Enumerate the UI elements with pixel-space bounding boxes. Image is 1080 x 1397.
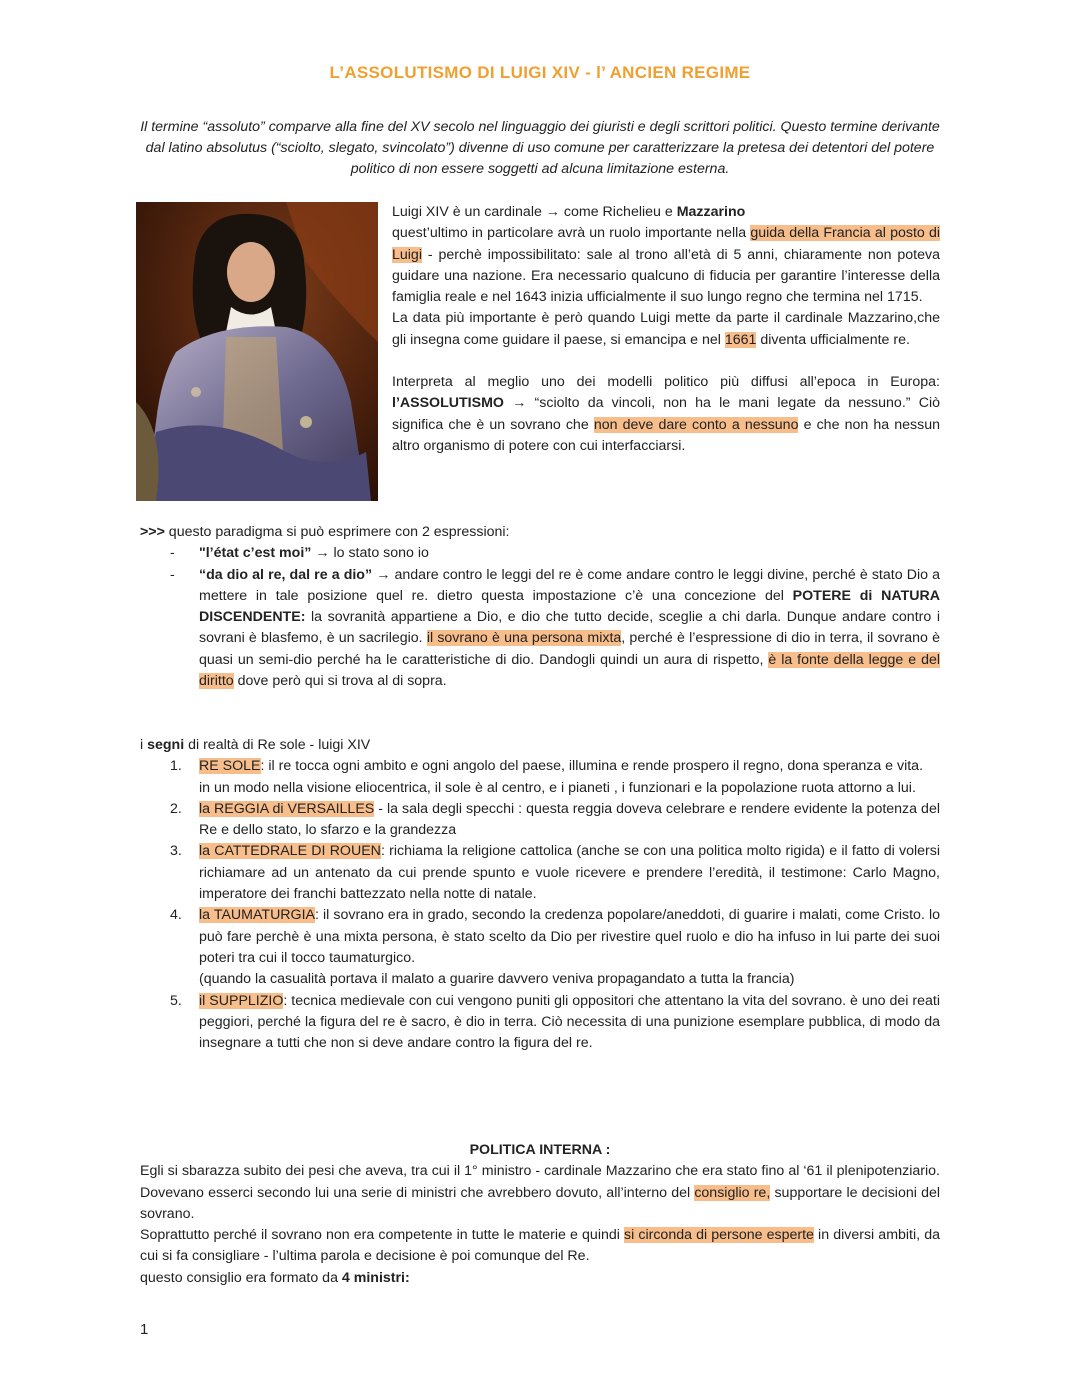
signs-lead-text: di realtà di Re sole - luigi XIV bbox=[184, 737, 371, 753]
list-item bbox=[140, 565, 940, 693]
highlight: il sovrano è una persona mixta bbox=[426, 630, 622, 647]
internal-text: Soprattutto perché il sovrano non era competente in tutte le materie e quindi bbox=[140, 1227, 625, 1244]
list-item bbox=[140, 841, 940, 905]
internal-paragraph-3 bbox=[140, 1268, 940, 1289]
expression-text: dove però qui si trova al di sopra. bbox=[233, 673, 447, 690]
highlight: RE SOLE bbox=[199, 758, 261, 775]
page-number: 1 bbox=[140, 1321, 149, 1338]
signs-lead bbox=[140, 735, 940, 756]
internal-paragraph-1 bbox=[140, 1161, 940, 1225]
item-extra: (quando la casualità portava il malato a guarire davvero veniva propagandato a tutta la francia) bbox=[199, 971, 795, 988]
highlight: è la fonte della legge e del diritto bbox=[199, 651, 941, 690]
list-item bbox=[140, 543, 940, 564]
page-title: L’ASSOLUTISMO DI LUIGI XIV - l’ ANCIEN REGIME bbox=[329, 63, 751, 82]
bio-text: Interpreta al meglio uno dei modelli politico più diffusi all’epoca in Europa: bbox=[392, 374, 940, 391]
item-text: - la sala degli specchi : questa reggia doveva celebrare e rendere evidente la potenza del Re e dello stato, lo sfarzo e la grandezza bbox=[199, 800, 940, 839]
bio-bold-assolutismo: l’ASSOLUTISMO bbox=[392, 395, 504, 412]
paradigm-lead-text: questo paradigma si può esprimere con 2 espressioni: bbox=[164, 524, 510, 540]
highlight: non deve dare conto a nessuno bbox=[593, 416, 799, 433]
biography-section bbox=[392, 202, 940, 457]
item-text: : tecnica medievale con cui vengono puniti gli oppositori che attentano la vita del sovrano. è uno dei reati peggiori, perché la figura del re è sacro, è dio in terra. Ciò necessita di una punizione esemplare pubblica, di modo da insegnare a tutti che non si deve andare contro la figura del re. bbox=[199, 992, 940, 1052]
list-item bbox=[140, 799, 940, 842]
bio-text: Luigi XIV è un cardinale → come Richelieu e bbox=[392, 204, 677, 220]
item-number: 5. bbox=[170, 992, 182, 1009]
bio-paragraph-1 bbox=[392, 202, 940, 223]
list-item bbox=[140, 756, 940, 799]
signs-section bbox=[140, 735, 940, 1054]
highlight: 1661 bbox=[724, 331, 757, 348]
expression-bold: POTERE di NATURA DISCENDENTE: bbox=[199, 587, 940, 626]
internal-text: questo consiglio era formato da bbox=[140, 1269, 342, 1286]
expression-bold: “da dio al re, dal re a dio” bbox=[199, 566, 373, 583]
paradigm-lead bbox=[140, 522, 940, 543]
paradigm-list bbox=[140, 543, 940, 692]
item-text: : richiama la religione cattolica (anche se con una politica molto rigida) e il fatto di volersi richiamare ad un antenato da cui prende spunto e vuole ricevere e prendere l’eredità, il testimone: Carlo Magno, imperatore dei franchi battezzato nella notte di natale. bbox=[199, 843, 940, 903]
internal-bold: 4 ministri: bbox=[341, 1269, 410, 1286]
item-text: : il re tocca ogni ambito e ogni angolo del paese, illumina e rende prospero il regno, dona speranza e vita. bbox=[260, 758, 924, 775]
internal-paragraph-2 bbox=[140, 1225, 940, 1268]
item-number: 2. bbox=[170, 800, 182, 817]
item-number: 4. bbox=[170, 907, 182, 924]
item-number: 3. bbox=[170, 843, 182, 860]
list-item bbox=[140, 905, 940, 990]
item-number: 1. bbox=[170, 758, 182, 775]
section-heading-text: POLITICA INTERNA : bbox=[469, 1142, 611, 1158]
list-item bbox=[140, 991, 940, 1055]
portrait-image-icon bbox=[136, 202, 378, 501]
internal-politics-section bbox=[140, 1140, 940, 1289]
bio-text: - perchè impossibilitato: sale al trono all’età di 5 anni, chiaramente non poteva guidare una nazione. Era necessario qualcuno di fiducia per garantire l’interesse della famiglia reale e nel 1643 inizia ufficialmente il suo lungo regno che termina nel 1715. bbox=[392, 246, 940, 306]
internal-text: in diversi ambiti, da cui si fa consigliare - l’ultima parola e decisione è poi comunque del Re. bbox=[140, 1227, 940, 1265]
highlight: il SUPPLIZIO bbox=[199, 992, 284, 1009]
highlight: la REGGIA di VERSAILLES bbox=[199, 800, 375, 817]
internal-text: Egli si sbarazza subito dei pesi che aveva, tra cui il 1° ministro - cardinale Mazzarino che era stato fino al ‘61 il plenipotenziario. Dovevano esserci secondo lui una serie di ministri che avrebbero dovuto, all’interno del bbox=[140, 1163, 940, 1201]
bio-text: diventa ufficialmente re. bbox=[756, 331, 910, 348]
highlight: si circonda di persone esperte bbox=[624, 1227, 814, 1244]
bio-text: → “sciolto da vincoli, non ha le mani legate da nessuno.” Ciò significa che è un sovrano che bbox=[392, 395, 940, 433]
paradigm-section bbox=[140, 522, 940, 692]
signs-lead-text: i bbox=[140, 737, 148, 753]
arrows-marker: >>> bbox=[140, 524, 165, 540]
bio-text: La data più importante è però quando Luigi mette da parte il cardinale Mazzarino,che gli insegna come guidare il paese, si emancipa e nel bbox=[392, 310, 940, 348]
expression-text: → lo stato sono io bbox=[311, 545, 429, 562]
highlight: guida della Francia al posto di Luigi bbox=[392, 225, 940, 263]
intro-paragraph: Il termine “assoluto” comparve alla fine del XV secolo nel linguaggio dei giuristi e degli scrittori politici. Questo termine derivante dal latino absolutus (“sciolto, slegato, svincolato”) divenne di uso comune per caratterizzare la pretesa dei detentori del potere politico di non essere soggetti ad alcuna limitazione esterna. bbox=[140, 119, 940, 177]
bio-paragraph-3 bbox=[392, 308, 940, 351]
highlight: consiglio re, bbox=[694, 1184, 771, 1201]
item-extra: in un modo nella visione eliocentrica, il sole è al centro, e i pianeti , i funzionari e la popolazione ruota attorno a lui. bbox=[199, 779, 916, 796]
bio-paragraph-4 bbox=[392, 372, 940, 457]
highlight: la CATTEDRALE DI ROUEN bbox=[199, 843, 381, 860]
bio-bold-mazzarino: Mazzarino bbox=[676, 204, 746, 220]
bio-text: quest’ultimo in particolare avrà un ruolo importante nella bbox=[392, 225, 751, 242]
louis-xiv-portrait bbox=[136, 202, 378, 501]
expression-text: , perché è l’espressione di dio in terra, il sovrano è quasi un semi-dio perché ha le caratteristiche di dio. Dandogli quindi un aura di rispetto, bbox=[199, 630, 941, 668]
dash-bullet: - bbox=[170, 566, 175, 583]
dash-bullet: - bbox=[170, 545, 175, 562]
bio-paragraph-2 bbox=[392, 223, 940, 308]
item-text: : il sovrano era in grado, secondo la credenza popolare/aneddoti, di guarire i malati, come Cristo. lo può fare perchè è una mixta persona, è stato scelto da Dio per rivestire quel ruolo e dio ha infuso in lui parte dei suoi poteri tra cui il tocco taumaturgico. bbox=[199, 907, 940, 966]
expression-text: → andare contro le leggi del re è come andare contro le leggi divine, perché è stato Dio a mettere in tale posizione quel re. dietro questa impostazione c’è una concezione del bbox=[199, 566, 941, 604]
bio-text: e che non ha nessun altro organismo di potere con cui interfacciarsi. bbox=[392, 416, 940, 454]
section-heading bbox=[140, 1140, 940, 1161]
highlight: la TAUMATURGIA bbox=[199, 907, 315, 924]
signs-bold: segni bbox=[147, 737, 185, 753]
signs-list bbox=[140, 756, 940, 1054]
expression-bold: "l’état c’est moi” bbox=[199, 545, 312, 562]
expression-text: la sovranità appartiene a Dio, e dio che tutto decide, sceglie a chi darla. Dunque andare contro i sovrani è blasfemo, è un sacrilegio. bbox=[199, 609, 940, 647]
internal-text: supportare le decisioni del sovrano. bbox=[140, 1184, 941, 1222]
